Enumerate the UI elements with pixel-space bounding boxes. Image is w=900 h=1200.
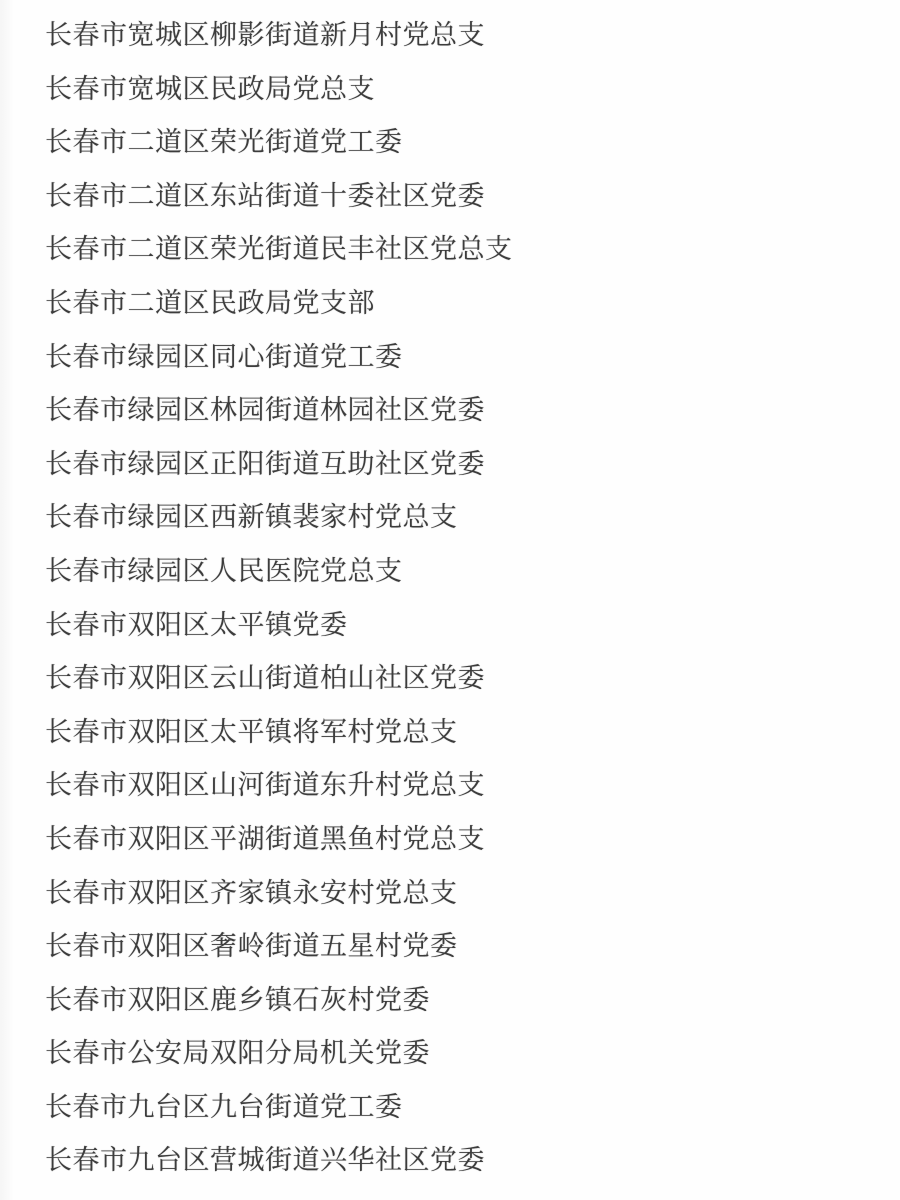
list-item: 长春市宽城区民政局党总支 <box>45 73 375 104</box>
list-item: 长春市双阳区太平镇党委 <box>45 609 348 640</box>
list-item: 长春市双阳区平湖街道黑鱼村党总支 <box>45 823 485 854</box>
list-item: 长春市绿园区同心街道党工委 <box>45 341 403 372</box>
list-item: 长春市九台区营城街道兴华社区党委 <box>45 1145 485 1176</box>
list-item: 长春市双阳区鹿乡镇石灰村党委 <box>45 984 430 1015</box>
list-item: 长春市公安局双阳分局机关党委 <box>45 1038 430 1069</box>
list-item: 长春市宽城区柳影街道新月村党总支 <box>45 20 485 50</box>
list-item: 长春市绿园区林园街道林园社区党委 <box>45 395 485 426</box>
list-item: 长春市九台区九台街道党工委 <box>45 1091 403 1122</box>
list-item: 长春市双阳区太平镇将军村党总支 <box>45 716 458 747</box>
list-item: 长春市二道区民政局党支部 <box>45 287 375 318</box>
list-item: 长春市绿园区西新镇裴家村党总支 <box>45 502 458 533</box>
list-item: 长春市绿园区正阳街道互助社区党委 <box>45 448 485 479</box>
party-organization-list <box>45 9 880 1188</box>
list-item: 长春市绿园区人民医院党总支 <box>45 555 403 586</box>
list-item: 长春市二道区荣光街道党工委 <box>45 127 403 158</box>
list-item: 长春市双阳区山河街道东升村党总支 <box>45 770 485 801</box>
list-item: 长春市双阳区云山街道柏山社区党委 <box>45 663 485 694</box>
list-item: 长春市双阳区齐家镇永安村党总支 <box>45 877 458 908</box>
list-item: 长春市二道区荣光街道民丰社区党总支 <box>45 234 513 265</box>
list-item: 长春市双阳区奢岭街道五星村党委 <box>45 931 458 962</box>
list-item: 长春市二道区东站街道十委社区党委 <box>45 180 485 211</box>
